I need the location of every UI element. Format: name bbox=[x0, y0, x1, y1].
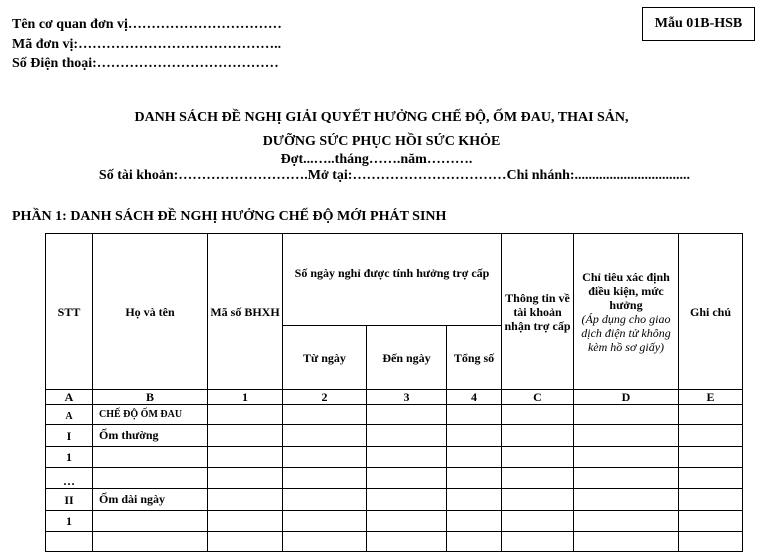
cell[interactable] bbox=[679, 532, 743, 552]
header-to-date: Đến ngày bbox=[367, 326, 447, 390]
cell[interactable] bbox=[574, 511, 679, 532]
cell[interactable] bbox=[502, 468, 574, 489]
table-row bbox=[46, 489, 743, 511]
cell[interactable] bbox=[502, 405, 574, 425]
cell[interactable] bbox=[574, 489, 679, 511]
table-row bbox=[46, 405, 743, 425]
cell[interactable] bbox=[679, 489, 743, 511]
phone-field: Số Điện thoại:………………………………… bbox=[12, 56, 279, 71]
table-row bbox=[46, 447, 743, 468]
header-account: Thông tin về tài khoản nhận trợ cấp bbox=[502, 234, 574, 390]
document-title-line1: DANH SÁCH ĐỀ NGHỊ GIẢI QUYẾT HƯỞNG CHẾ ĐỘ, ỐM ĐAU, THAI SẢN, bbox=[134, 110, 629, 125]
cell[interactable] bbox=[208, 489, 283, 511]
row-stt: 1 bbox=[46, 511, 93, 532]
cell[interactable] bbox=[283, 511, 367, 532]
benefit-request-table bbox=[45, 233, 743, 552]
row-name: Ốm thường bbox=[93, 425, 208, 447]
code-cell: B bbox=[93, 390, 208, 405]
row-name: CHẾ ĐỘ ỐM ĐAU bbox=[93, 405, 208, 425]
table-row bbox=[46, 468, 743, 489]
cell[interactable] bbox=[283, 447, 367, 468]
row-stt: 1 bbox=[46, 447, 93, 468]
cell[interactable] bbox=[574, 425, 679, 447]
table-row bbox=[46, 511, 743, 532]
criteria-label: Chỉ tiêu xác định điều kiện, mức hưởng bbox=[582, 269, 670, 312]
cell[interactable] bbox=[367, 489, 447, 511]
cell[interactable] bbox=[447, 405, 502, 425]
cell[interactable] bbox=[283, 405, 367, 425]
cell[interactable] bbox=[46, 532, 93, 552]
row-name[interactable] bbox=[93, 468, 208, 489]
cell[interactable] bbox=[447, 532, 502, 552]
cell[interactable] bbox=[447, 468, 502, 489]
table-row bbox=[46, 425, 743, 447]
cell[interactable] bbox=[208, 447, 283, 468]
part1-heading: PHẦN 1: DANH SÁCH ĐỀ NGHỊ HƯỞNG CHẾ ĐỘ MỚI PHÁT SINH bbox=[12, 209, 447, 224]
cell[interactable] bbox=[447, 425, 502, 447]
cell[interactable] bbox=[574, 532, 679, 552]
header-total: Tổng số bbox=[447, 326, 502, 390]
row-name[interactable] bbox=[93, 447, 208, 468]
cell[interactable] bbox=[283, 468, 367, 489]
row-stt: II bbox=[46, 489, 93, 511]
row-name: Ốm dài ngày bbox=[93, 489, 208, 511]
period-line: Đợt...…..tháng…….năm………. bbox=[280, 152, 473, 167]
cell[interactable] bbox=[447, 447, 502, 468]
cell[interactable] bbox=[208, 468, 283, 489]
form-code-box: Mẫu 01B-HSB bbox=[642, 7, 755, 41]
cell[interactable] bbox=[574, 447, 679, 468]
cell[interactable] bbox=[208, 532, 283, 552]
code-cell: E bbox=[679, 390, 743, 405]
header-bhxh: Mã số BHXH bbox=[208, 234, 283, 390]
document-title-line2: DƯỠNG SỨC PHỤC HỒI SỨC KHỎE bbox=[262, 134, 501, 149]
criteria-note: (Áp dụng cho giao dịch điện tử không kèm hồ sơ giấy) bbox=[581, 311, 671, 354]
cell[interactable] bbox=[208, 425, 283, 447]
cell[interactable] bbox=[367, 468, 447, 489]
column-code-row bbox=[46, 390, 743, 405]
cell[interactable] bbox=[679, 468, 743, 489]
row-name[interactable] bbox=[93, 511, 208, 532]
cell[interactable] bbox=[367, 447, 447, 468]
account-line: Số tài khoản:……………………….Mở tại:……………………………Chi nhánh:................................. bbox=[98, 168, 691, 183]
code-cell: A bbox=[46, 390, 93, 405]
cell[interactable] bbox=[502, 447, 574, 468]
cell[interactable] bbox=[283, 489, 367, 511]
code-cell: 1 bbox=[208, 390, 283, 405]
cell[interactable] bbox=[447, 511, 502, 532]
header-criteria bbox=[574, 234, 679, 390]
cell[interactable] bbox=[502, 511, 574, 532]
cell[interactable] bbox=[502, 532, 574, 552]
code-cell: 3 bbox=[367, 390, 447, 405]
cell[interactable] bbox=[679, 511, 743, 532]
code-cell: 4 bbox=[447, 390, 502, 405]
header-from-date: Từ ngày bbox=[283, 326, 367, 390]
code-cell: C bbox=[502, 390, 574, 405]
cell[interactable] bbox=[283, 532, 367, 552]
row-stt: A bbox=[46, 405, 93, 425]
unit-code-field: Mã đơn vị:…………………………………….. bbox=[12, 37, 282, 52]
code-cell: 2 bbox=[283, 390, 367, 405]
row-stt: I bbox=[46, 425, 93, 447]
cell[interactable] bbox=[679, 405, 743, 425]
cell[interactable] bbox=[679, 447, 743, 468]
cell[interactable] bbox=[679, 425, 743, 447]
header-note: Ghi chú bbox=[679, 234, 743, 390]
cell[interactable] bbox=[93, 532, 208, 552]
cell[interactable] bbox=[208, 511, 283, 532]
cell[interactable] bbox=[367, 425, 447, 447]
row-stt: … bbox=[46, 468, 93, 489]
agency-name-field: Tên cơ quan đơn vị…………………………… bbox=[12, 17, 282, 32]
cell[interactable] bbox=[367, 405, 447, 425]
cell[interactable] bbox=[447, 489, 502, 511]
cell[interactable] bbox=[502, 425, 574, 447]
header-stt: STT bbox=[46, 234, 93, 390]
cell[interactable] bbox=[208, 405, 283, 425]
code-cell: D bbox=[574, 390, 679, 405]
header-name: Họ và tên bbox=[93, 234, 208, 390]
cell[interactable] bbox=[367, 532, 447, 552]
cell[interactable] bbox=[502, 489, 574, 511]
header-days-group: Số ngày nghỉ được tính hưởng trợ cấp bbox=[283, 234, 502, 326]
cell[interactable] bbox=[574, 468, 679, 489]
cell[interactable] bbox=[367, 511, 447, 532]
cell[interactable] bbox=[283, 425, 367, 447]
table-row bbox=[46, 532, 743, 552]
cell[interactable] bbox=[574, 405, 679, 425]
